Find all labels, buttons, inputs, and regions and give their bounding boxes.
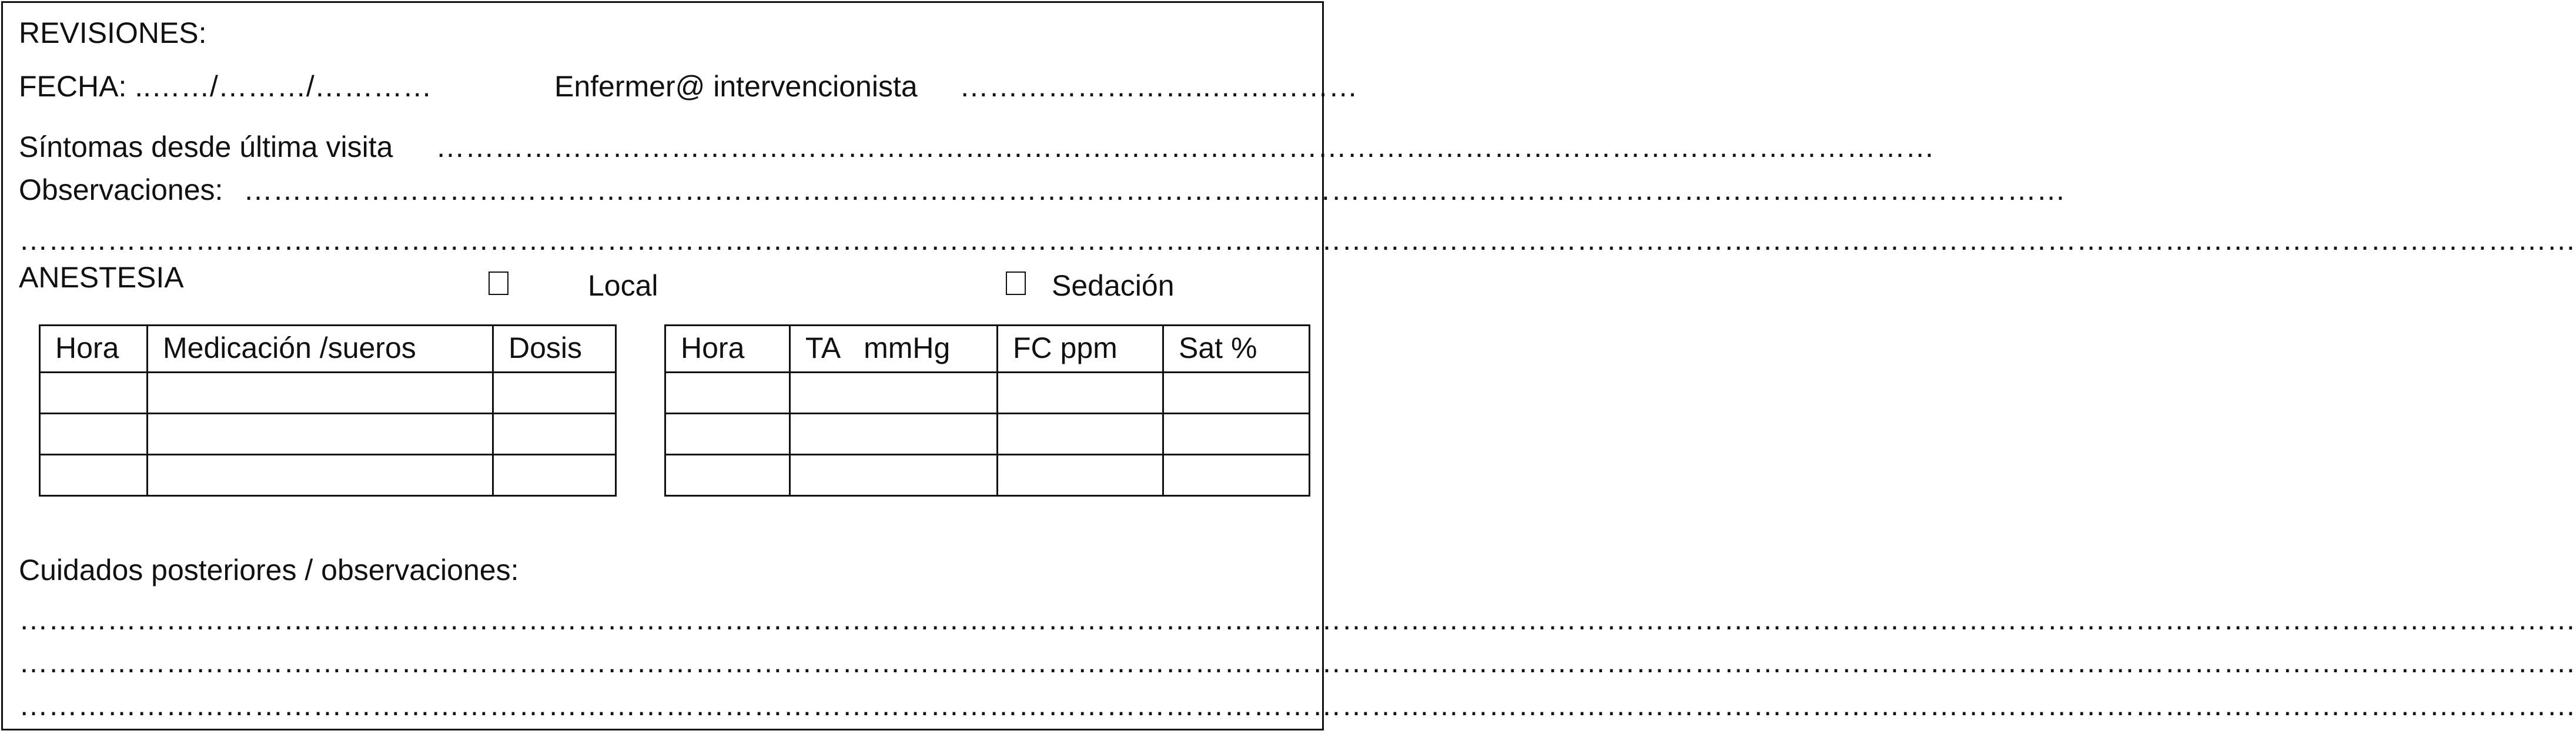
table-cell[interactable] [40, 373, 148, 414]
table-cell[interactable] [148, 414, 493, 455]
table-cell[interactable] [493, 455, 616, 496]
anestesia-label: ANESTESIA [19, 261, 184, 294]
medication-table [39, 324, 617, 497]
cuidados-field-line-2[interactable]: ……………………………………………………………………………………………………………………………………………………………………………………………………………………………………… [19, 646, 2576, 679]
table-row [40, 455, 616, 496]
local-checkbox[interactable] [489, 272, 508, 295]
cuidados-label: Cuidados posteriores / observaciones: [19, 554, 519, 586]
column-header-medicacion: Medicación /sueros [148, 326, 493, 373]
table-row [665, 455, 1310, 496]
table-cell[interactable] [998, 455, 1163, 496]
table-cell[interactable] [148, 455, 493, 496]
table-cell[interactable] [665, 373, 790, 414]
column-header-dosis: Dosis [493, 326, 616, 373]
table-cell[interactable] [665, 414, 790, 455]
table-row [665, 414, 1310, 455]
sedacion-checkbox[interactable] [1006, 272, 1026, 295]
cuidados-field-line-3[interactable]: ……………………………………………………………………………………………………………………………………………………………………………………………………………………………………… [19, 689, 2576, 722]
table-header-row [40, 326, 616, 373]
column-header-fc: FC ppm [998, 326, 1163, 373]
table-cell[interactable] [1163, 455, 1310, 496]
table-row [40, 414, 616, 455]
column-header-hora: Hora [40, 326, 148, 373]
table-cell[interactable] [1163, 373, 1310, 414]
table-cell[interactable] [790, 455, 998, 496]
table-cell[interactable] [998, 373, 1163, 414]
vitals-table [664, 324, 1310, 497]
observaciones-field-line-2[interactable]: ……………………………………………………………………………………………………………………………………………………………………………………………………………………………………… [19, 223, 2576, 256]
table-cell[interactable] [40, 455, 148, 496]
observaciones-field[interactable]: …………………………………………………………………………………………………………………………………………………………………… [243, 173, 2066, 206]
observaciones-label: Observaciones: [19, 173, 223, 206]
sedacion-option-label: Sedación [1052, 269, 1175, 302]
cuidados-field-line-1[interactable]: ……………………………………………………………………………………………………………………………………………………………………………………………………………………………………… [19, 603, 2576, 636]
table-row [665, 373, 1310, 414]
table-cell[interactable] [998, 414, 1163, 455]
column-header-ta: TA mmHg [790, 326, 998, 373]
table-cell[interactable] [493, 373, 616, 414]
enfermero-field[interactable]: ……………………..…………… [959, 70, 1358, 103]
fecha-field[interactable]: FECHA: ..……/………/………… [19, 70, 432, 103]
sintomas-label: Síntomas desde última visita [19, 130, 393, 163]
table-cell[interactable] [40, 414, 148, 455]
table-cell[interactable] [1163, 414, 1310, 455]
enfermero-label: Enfermer@ intervencionista [554, 70, 918, 103]
table-row [40, 373, 616, 414]
local-option-label: Local [588, 269, 658, 302]
table-cell[interactable] [790, 414, 998, 455]
table-cell[interactable] [148, 373, 493, 414]
column-header-hora: Hora [665, 326, 790, 373]
sintomas-field[interactable]: ……………………………………………………………………………………………………………………………………… [436, 130, 1935, 163]
table-cell[interactable] [790, 373, 998, 414]
column-header-sat: Sat % [1163, 326, 1310, 373]
table-header-row [665, 326, 1310, 373]
table-cell[interactable] [493, 414, 616, 455]
section-title-revisiones: REVISIONES: [19, 16, 207, 49]
table-cell[interactable] [665, 455, 790, 496]
